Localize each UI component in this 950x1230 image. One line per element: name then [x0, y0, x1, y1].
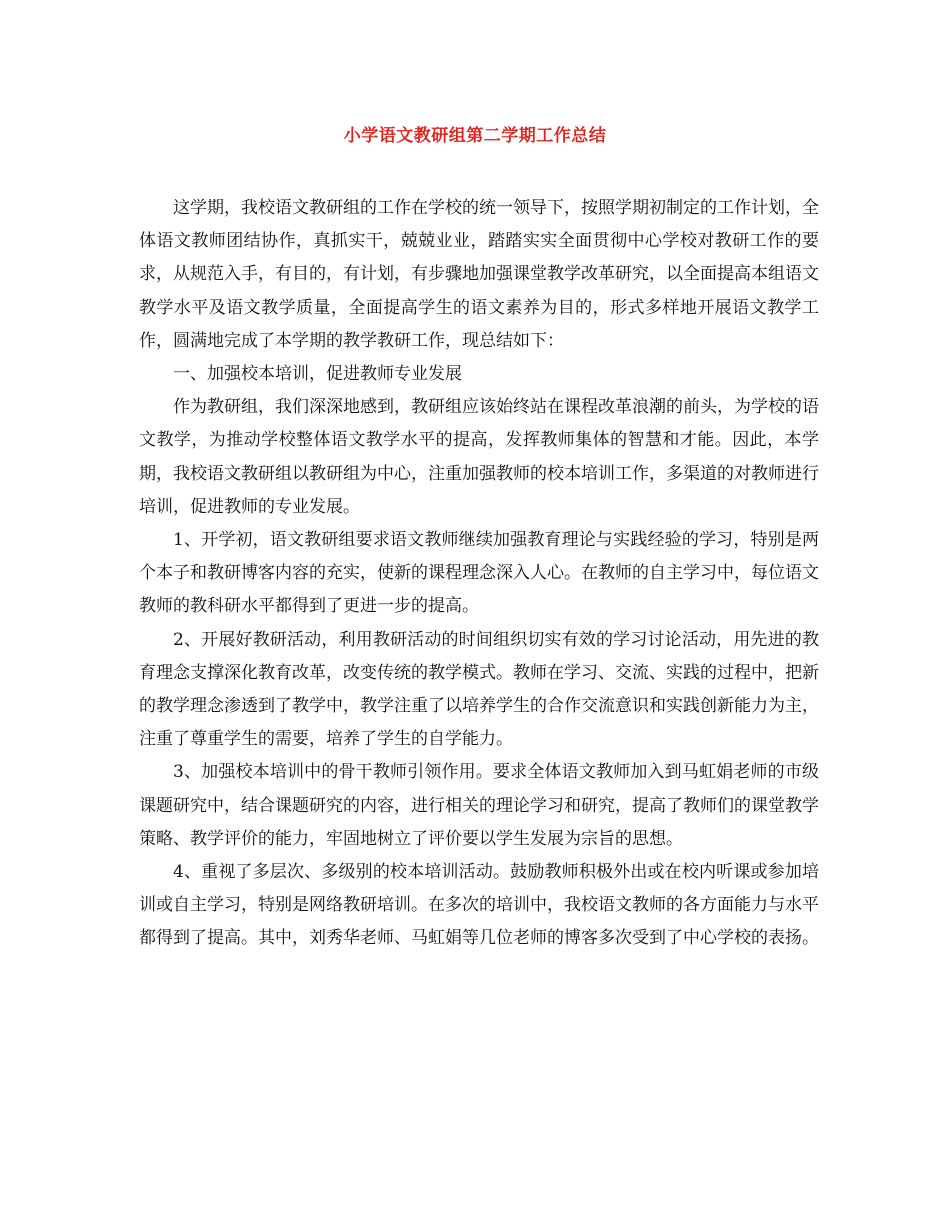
document-body	[139, 192, 819, 956]
list-item-2: 2、开展好教研活动，利用教研活动的时间组织切实有效的学习讨论活动，用先进的教育理念支撑深化教育改革，改变传统的教学模式。教师在学习、交流、实践的过程中，把新的教学理念渗透到了教学中，教学注重了以培养学生的合作交流意识和实践创新能力为主，注重了尊重学生的需要，培养了学生的自学能力。	[139, 629, 819, 750]
paragraph: 作为教研组，我们深深地感到，教研组应该始终站在课程改革浪潮的前头，为学校的语文教学，为推动学校整体语文教学水平的提高，发挥教师集体的智慧和才能。因此，本学期，我校语文教研组以教研组为中心，注重加强教师的校本培训工作，多渠道的对教师进行培训，促进教师的专业发展。	[139, 397, 819, 517]
section-heading-1: 一、加强校本培训，促进教师专业发展	[173, 364, 462, 385]
intro-paragraph: 这学期，我校语文教研组的工作在学校的统一领导下，按照学期初制定的工作计划，全体语文教师团结协作，真抓实干，兢兢业业，踏踏实实全面贯彻中心学校对教研工作的要求，从规范入手，有目的，有计划，有步骤地加强课堂教学改革研究，以全面提高本组语文教学水平及语文教学质量，全面提高学生的语文素养为目的，形式多样地开展语文教学工作，圆满地完成了本学期的教学教研工作，现总结如下：	[139, 198, 819, 351]
document-title: 小学语文教研组第二学期工作总结	[343, 126, 607, 146]
list-item-3: 3、加强校本培训中的骨干教师引领作用。要求全体语文教师加入到马虹娟老师的市级课题研究中，结合课题研究的内容，进行相关的理论学习和研究，提高了教师们的课堂教学策略、教学评价的能力，牢固地树立了评价要以学生发展为宗旨的思想。	[139, 762, 819, 849]
list-item-4: 4、重视了多层次、多级别的校本培训活动。鼓励教师积极外出或在校内听课或参加培训或自主学习，特别是网络教研培训。在多次的培训中，我校语文教师的各方面能力与水平都得到了提高。其中，刘秀华老师、马虹娟等几位老师的博客多次受到了中心学校的表扬。	[139, 862, 819, 949]
list-item-1: 1、开学初，语文教研组要求语文教师继续加强教育理论与实践经验的学习，特别是两个本子和教研博客内容的充实，使新的课程理念深入人心。在教师的自主学习中，每位语文教师的教科研水平都得到了更进一步的提高。	[139, 530, 819, 617]
